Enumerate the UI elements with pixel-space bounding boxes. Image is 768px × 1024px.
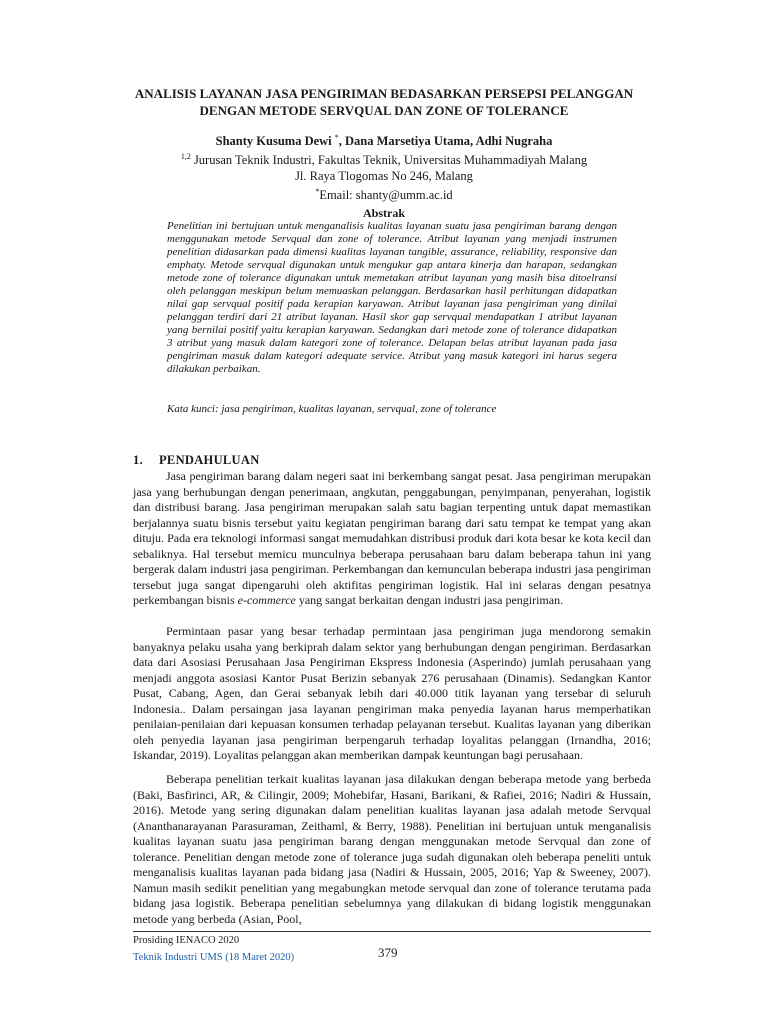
section-title: PENDAHULUAN — [159, 453, 260, 467]
email-line — [100, 184, 668, 203]
footer-divider — [133, 931, 651, 932]
affiliation-mark: 1,2 — [180, 152, 191, 161]
footer-event: Teknik Industri UMS (18 Maret 2020) — [133, 952, 295, 963]
affiliation-line — [100, 149, 668, 168]
paragraph-1 — [133, 469, 651, 609]
paragraph-3 — [133, 772, 651, 927]
affiliation-address: Jl. Raya Tlogomas No 246, Malang — [295, 169, 473, 184]
paragraph-1-italic: e-commerce — [237, 593, 296, 607]
paragraph-2 — [133, 624, 651, 764]
footer-proceedings: Prosiding IENACO 2020 — [133, 935, 240, 946]
email-text: Email: shanty@umm.ac.id — [319, 188, 453, 203]
section-heading — [133, 452, 260, 468]
section-number: 1. — [133, 453, 143, 467]
abstract-heading: Abstrak — [362, 206, 405, 220]
page-number: 379 — [378, 945, 398, 960]
author-list — [100, 130, 668, 149]
footer — [133, 934, 294, 964]
other-authors: , Dana Marsetiya Utama, Adhi Nugraha — [338, 134, 553, 149]
affiliation-department: Jurusan Teknik Industri, Fakultas Teknik, Universitas Muhammadiyah Malang — [193, 153, 588, 168]
paragraph-1-text: Jasa pengiriman barang dalam negeri saat ini berkembang sangat pesat. Jasa pengiriman merupakan jasa yang berhubungan dengan penerimaan, angkutan, penggabungan, penyimpanan, penyerahan, logistik dan distribusi barang. Jasa pengiriman merupakan salah satu bagian terpenting untuk dapat memastikan berjalannya suatu bisnis tersebut yaitu kegiatan pengiriman barang dari satu tempat ke tempat yang akan dituju. Pada era teknologi informasi sangat memudahkan distribusi produk dari kota besar ke kota kecil dan sebaliknya. Hal tersebut memicu munculnya beberapa perusahaan baru dalam beberapa tahun ini yang bergerak dalam industri jasa pengiriman. Perkembangan dan kemunculan beberapa industri jasa pengiriman tersebut juga sangat dipengaruhi oleh aktifitas pengiriman logistik. Hal ini selaras dengan pesatnya perkembangan bisnis — [133, 469, 651, 607]
email-mark: * — [315, 187, 320, 197]
title-line-2: DENGAN METODE SERVQUAL DAN ZONE OF TOLERANCE — [199, 103, 569, 118]
abstract-text: Penelitian ini bertujuan untuk menganalisis kualitas layanan suatu jasa pengiriman barang dengan menggunakan metode Servqual dan zone of tolerance. Atribut layanan yang menjadi instrumen penelitian didasarkan pada dimensi kualitas layanan tangible, assurance, reliability, responsive dan emphaty. Metode servqual digunakan untuk mengukur gap antara kinerja dan harapan, sedangkan metode zone of tolerance digunakan untuk memetakan atribut layanan yang masih bisa ditoelransi oleh pelanggan meskipun belum memuaskan pelanggan. Berdasarkan hasil perhitungan didapatkan nilai gap servqual positif pada kerapian karyawan. Atribut layanan jasa pengiriman yang dinilai pelanggan terdiri dari 21 atribut layanan. Hasil skor gap servqual mendapatkan 1 atribut layanan yang bernilai positif yaitu kerapian karyawan. Sedangkan dari metode zone of tolerance didapatkan 3 atribut yang masuk dalam kategori zone of tolerance. Delapan belas atribut layanan pada jasa pengiriman masuk dalam kategori adequate service. Atribut yang masuk kategori ini harus segera dilakukan perbaikan. — [167, 220, 617, 375]
affiliation-block — [100, 149, 668, 203]
corresponding-author-mark: * — [334, 133, 339, 142]
keywords: Kata kunci: jasa pengiriman, kualitas layanan, servqual, zone of tolerance — [167, 403, 497, 415]
paragraph-1-end: yang sangat berkaitan dengan industri jasa pengiriman. — [295, 593, 564, 607]
paper-title — [100, 85, 668, 119]
paragraph-2-text: Permintaan pasar yang besar terhadap permintaan jasa pengiriman juga mendorong semakin banyaknya pelaku usaha yang berkiprah dalam sektor yang berhubungan dengan pengiriman. Berdasarkan data dari Asosiasi Perusahaan Jasa Pengiriman Ekspress Indonesia (Asperindo) jumlah perusahaan yang menjadi anggota asosiasi Kantor Pusat Berizin sebanyak 276 perusahaan (Dinamis). Sedangkan Kantor Pusat, Cabang, Agen, dan Gerai sebanyak lebih dari 40.000 titik layanan yang tersebar di seluruh Indonesia.. Dalam persaingan jasa layanan pengiriman maka penyedia layanan harus memperhatikan penilaian-penilaian dari kepuasan konsumen terhadap pelayanan tersebut. Kualitas layanan yang diberikan oleh penyedia layanan jasa pengiriman berpengaruh terhadap loyalitas pelanggan (Irnandha, 2016; Iskandar, 2019). Loyalitas pelanggan akan memberikan dampak keuntungan bagi perusahaan. — [133, 624, 651, 762]
paragraph-3-text: Beberapa penelitian terkait kualitas layanan jasa dilakukan dengan beberapa metode yang berbeda (Baki, Basfirinci, AR, & Cilingir, 2009; Mohebifar, Hasani, Barikani, & Rafiei, 2016; Nadiri & Hussain, 2016). Metode yang sering digunakan dalam penelitian kualitas layanan jasa adalah metode Servqual (Ananthanarayanan Parasuraman, Zeithaml, & Berry, 1988). Penelitian ini bertujuan untuk menganalisis kualitas layanan suatu jasa pengiriman barang dengan menggunakan metode Servqual dan zone of tolerance. Penelitian dengan metode zone of tolerance juga sudah digunakan oleh beberapa peneliti untuk menganalisis kualitas layanan pada bidang jasa (Nadiri & Hussain, 2005, 2016; Yap & Sweeney, 2007). Namun masih sedikit penelitian yang megabungkan metode servqual dan zone of tolerance terutama pada bidang jasa logistik. Beberapa penelitian sebelumnya yang dilakukan di bidang logistik menggunakan metode yang berbeda (Asian, Pool, — [133, 772, 651, 926]
title-line-1: ANALISIS LAYANAN JASA PENGIRIMAN BEDASARKAN PERSEPSI PELANGGAN — [134, 86, 634, 101]
author-1: Shanty Kusuma Dewi — [215, 134, 332, 149]
